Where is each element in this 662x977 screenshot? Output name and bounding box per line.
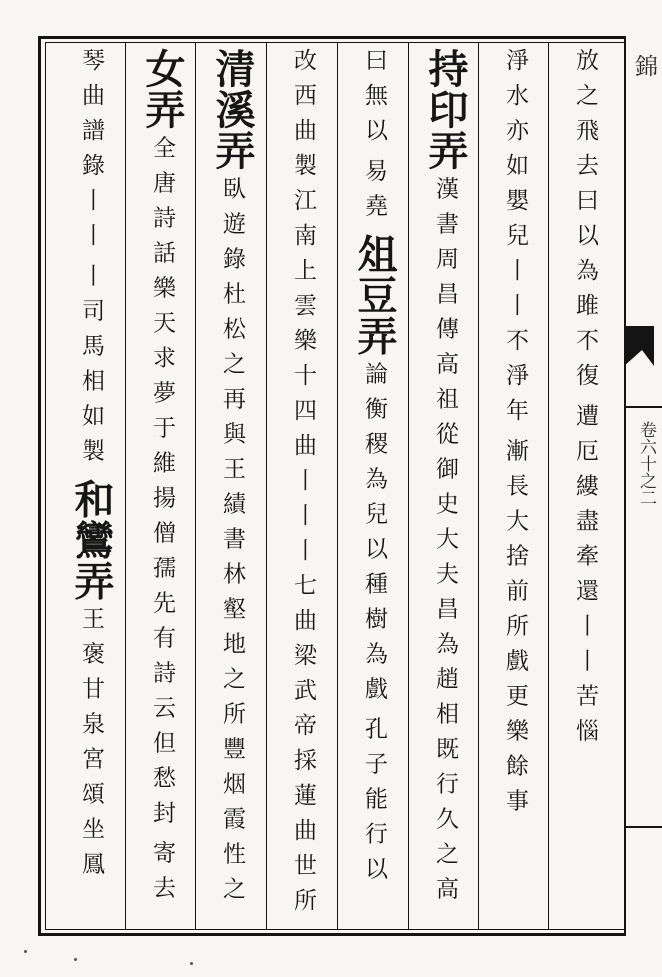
text-column-5 bbox=[274, 48, 332, 924]
ink-speck bbox=[24, 950, 27, 953]
entry-heading: 持印弄 bbox=[422, 48, 469, 171]
text-segment: 放之飛去曰以為雎不復 bbox=[572, 48, 598, 398]
column-divider bbox=[195, 42, 196, 930]
text-segment: 寄去 bbox=[149, 840, 175, 911]
entry-heading: 清溪弄 bbox=[209, 48, 256, 171]
text-column-8 bbox=[62, 48, 120, 924]
text-column-4 bbox=[345, 48, 403, 924]
fishtail-mark-icon bbox=[624, 326, 654, 366]
center-fold-column bbox=[624, 36, 662, 936]
column-divider bbox=[478, 42, 479, 930]
text-segment: 淨水亦如嬰兒丨丨不淨年 bbox=[502, 48, 528, 433]
text-segment: 琴曲譜錄丨丨 bbox=[78, 48, 104, 258]
text-segment: 全唐詩話樂天求夢于維揚僧孺先有詩云但愁封 bbox=[149, 135, 175, 836]
entry-heading: 和鸞弄 bbox=[68, 478, 115, 602]
text-segment: 曰無以 bbox=[361, 48, 387, 153]
text-segment: 遭厄縷盡牽還丨丨苦惱 bbox=[572, 403, 598, 754]
entry-heading: 女弄 bbox=[139, 48, 186, 130]
column-divider bbox=[337, 42, 338, 930]
juan-label: 卷六十之二 bbox=[636, 421, 656, 506]
column-divider bbox=[408, 42, 409, 930]
ink-speck bbox=[74, 958, 77, 961]
text-segment: 丨司馬相如製 bbox=[78, 263, 104, 474]
text-segment: 孔子能行以 bbox=[361, 716, 387, 892]
text-segment: 漸長大捨前所戲更樂餘事 bbox=[502, 438, 528, 824]
text-column-2 bbox=[486, 48, 544, 924]
text-segment: 漢書周昌傳高祖從御史大夫昌為趙相既行久之高 bbox=[432, 176, 458, 912]
fold-title: 錦 bbox=[631, 54, 657, 79]
text-segment: 臥遊錄杜松之再與王績書林壑地之所豐烟霞性之 bbox=[219, 176, 245, 912]
text-segment: 論衡稷為兒以種樹為戲 bbox=[361, 361, 387, 712]
text-column-1 bbox=[556, 48, 614, 924]
text-segment: 改西曲製江南上雲樂十四曲丨丨丨七曲梁武帝採蓮曲世所 bbox=[290, 48, 316, 923]
column-divider bbox=[125, 42, 126, 930]
text-segment: 王褒甘泉宮頌坐鳳 bbox=[78, 606, 104, 887]
text-column-6 bbox=[203, 48, 261, 924]
column-divider bbox=[266, 42, 267, 930]
fold-rule bbox=[624, 406, 662, 408]
entry-heading: 俎豆弄 bbox=[351, 233, 398, 357]
fold-rule bbox=[624, 826, 662, 828]
text-column-3 bbox=[416, 48, 474, 924]
ink-speck bbox=[190, 962, 193, 965]
text-column-7 bbox=[133, 48, 191, 924]
column-divider bbox=[548, 42, 549, 930]
text-segment: 易堯 bbox=[361, 158, 387, 229]
